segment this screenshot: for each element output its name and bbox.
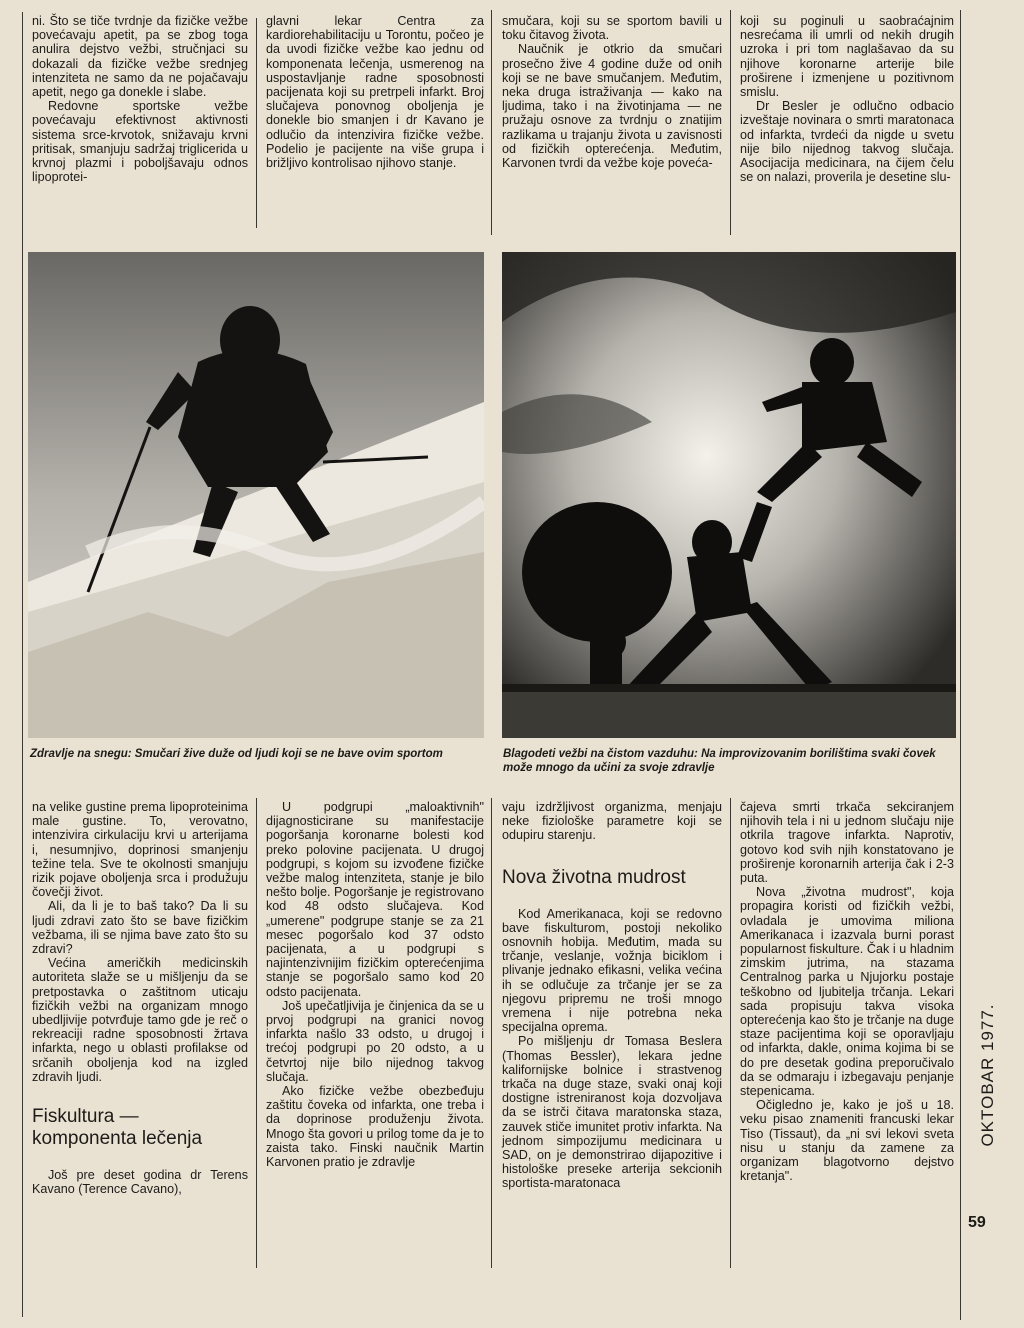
paragraph: Dr Besler je odlučno odbacio izveštaje novinara o smrti maratonaca od infarkta, tvrdeći da nigde u svetu nije bilo nijednog takvog slučaja. Asocijacija medicinara, na čijem čelu se on nalazi, proverila je desetine slu-	[740, 99, 954, 185]
paragraph: vaju izdržljivost organizma, menjaju neke fiziološke parametre koji se odupiru starenju.	[502, 800, 722, 843]
top-column-4	[740, 14, 954, 184]
column-rule	[730, 798, 731, 1268]
paragraph: Još pre deset godina dr Terens Kavano (Terence Cavano),	[32, 1168, 248, 1197]
paragraph: Po mišljenju dr Tomasa Beslera (Thomas Bessler), lekara jedne kalifornijske bolnice i strastvenog trkača na duge staze, svaki onaj koji dostigne istreniranost koja dozvoljava da se istrči čitava maratonska staza, zauvek stiče imunitet protiv infarkta. Na jednom simpozijumu medicinara u SAD, on je demonstrirao dijapozitive i histološke preseke arterija sekcionih sportista-maratonaca	[502, 1034, 722, 1191]
column-rule	[491, 798, 492, 1268]
top-column-2	[266, 14, 484, 170]
bottom-column-2	[266, 800, 484, 1169]
paragraph: glavni lekar Centra za kardiorehabilitaciju u Torontu, počeo je da uvodi fizičke vežbe kao jednu od komponenata lečenja, usmerenog na uspostavljanje radne sposobnosti pacijenata koji su pretrpeli infarkt. Broj slučajeva ponovnog oboljenja je donekle bio smanjen i dr Kavano je odlučio da intenzivira fizičke vežbe. Podelio je pacijente na više grupa i brižljivo kontrolisao njihovo stanje.	[266, 14, 484, 171]
paragraph: Još upečatljivija je činjenica da se u prvoj podgrupi na granici novog infarkta našlo 33 odsto, u drugoj i trećoj podgrupi po 20 odsto, a u četvrtoj nije bilo nijednog takvog slučaja.	[266, 998, 484, 1084]
top-column-1	[32, 14, 248, 184]
column-rule	[256, 798, 257, 1268]
paragraph: Kod Amerikanaca, koji se redovno bave fiskulturom, postoji nekoliko osnovnih hobija. Međutim, mada su trčanje, veslanje, vožnja biciklom i plivanje jednako efikasni, velika većina ih se odlučuje za trčanje jer se za njegovu pripremu ne troši mnogo vremena i nije potrebna neka specijalna oprema.	[502, 906, 722, 1035]
skier-photo-caption: Zdravlje na snegu: Smučari žive duže od ljudi koji se ne bave ovim sportom	[30, 748, 443, 760]
column-rule	[730, 10, 731, 235]
page-number: 59	[968, 1214, 986, 1231]
column-rule	[22, 12, 23, 1317]
skier-photo	[28, 252, 484, 738]
martial-arts-photo	[502, 252, 956, 738]
top-column-3	[502, 14, 722, 170]
paragraph: čajeva smrti trkača sekciranjem njihovih tela i ni u jednom slučaju nije otkrila tragove infarkta. Naprotiv, gotovo kod svih njih konstatovano je proširenje koronarnih arterija čak i 2-3 puta.	[740, 800, 954, 886]
paragraph: Nova „životna mudrost", koja propagira koristi od fizičkih vežbi, ovladala je umovima miliona Amerikanaca i izazvala burni porast popularnost fiskulture. Čak i u hladnim zimskim jutrima, na stazama Centralnog parka u Njujorku postaje teškobno od ljubitelja trčanja. Lekari sada propisuju takva visoka opterećenja kao što je trčanje na duge staze pacijentima koji se oporavljaju od infarkta, dakle, onima kojima bi se do pre desetak godina preporučivalo da se odmaraju i izbegavaju penjanje stepenicama.	[740, 885, 954, 1099]
paragraph: U podgrupi „maloaktivnih" dijagnosticirane su manifestacije pogoršanja koronarne bolesti kod preko polovine pacijenata. U drugoj podgrupi, s kojom su izvođene fizičke vežbe malog intenziteta, stanje je bilo nešto bolje. Pogoršanje je registrovano kod 48 odsto slučajeva. Kod „umerene" podgrupe stanje se za 21 mesec pogoršalo kod 37 odsto pacijenata, a u podgrupi s najintenzivnijim fizičkim opterećenjima stanje se pogoršalo samo kod 20 odsto pacijenata.	[266, 800, 484, 999]
paragraph: Većina američkih medicinskih autoriteta slaže se u mišljenju da se pretpostavka o zaštitnom uticaju fizičkih vežbi na organizam mnogo ubedljivije potvrđuje tamo gde je reč o rekreaciji radne sposobnosti žrtava infarkta, nego u oblasti profilakse od srčanih oboljenja kod na izgled zdravih ljudi.	[32, 956, 248, 1084]
issue-date-text: OKTOBAR 1977.	[978, 1003, 997, 1147]
paragraph: ni. Što se tiče tvrdnje da fizičke vežbe povećavaju apetit, pa se zbog toga anulira dejstvo vežbi, stručnjaci su dokazali da fizičke vežbe srednjeg intenziteta ne samo da ne pojačavaju apetit, nego ga donekle i slabe.	[32, 14, 248, 100]
issue-date-label	[966, 985, 1006, 1175]
paragraph: koji su poginuli u saobraćajnim nesrećama ili umrli od nekih drugih uzroka i pri tom naglašavao da su njihove koronarne arterije bile proširene i izmenjene u pozitivnom smislu.	[740, 14, 954, 100]
bottom-column-4	[740, 800, 954, 1183]
paragraph: na velike gustine prema lipoproteinima male gustine. To, verovatno, intenzivira cirkulaciju krvi u arterijama i, nesumnjivo, doprinosi smanjenju težine tela. Sve te okolnosti smanjuju rizik pojave oboljenja srca i produžuju čovečji život.	[32, 800, 248, 900]
paragraph: Ako fizičke vežbe obezbeđuju zaštitu čoveka od infarkta, one treba i da doprinose produženju života. Mnogo šta govori u prilog tome da je to zaista tako. Finski naučnik Martin Karvonen pratio je zdravlje	[266, 1084, 484, 1170]
paragraph: smučara, koji su se sportom bavili u toku čitavog života.	[502, 14, 722, 43]
column-rule	[491, 10, 492, 235]
bottom-column-3	[502, 800, 722, 1191]
paragraph: Ali, da li je to baš tako? Da li su ljudi zdravi zato što se bave fizičkim vežbama, ili se njima bave zato što su zdravi?	[32, 899, 248, 957]
paragraph: Očigledno je, kako je još u 18. veku pisao znameniti francuski lekar Tiso (Tissaut), da „ni svi lekovi sveta nisu u stanju da zamene za organizam blagotvorno dejstvo kretanja".	[740, 1098, 954, 1184]
section-heading: Nova životna mudrost	[502, 866, 686, 888]
paragraph: Naučnik je otkrio da smučari prosečno žive 4 godine duže od onih koji se ne bave smučanjem. Međutim, neka druga istraživanja — kako na ljudima, tako i na životinjama — ne pružaju osnove za tvrdnju o znatijim razlikama u trajanju života u zavisnosti od fizičkih opterećenja. Međutim, Karvonen tvrdi da vežbe koje poveća-	[502, 42, 722, 171]
section-heading: Fiskultura — komponenta lečenja	[32, 1106, 203, 1150]
paragraph: Redovne sportske vežbe povećavaju efektivnost aktivnosti sistema srce-krvotok, snižavaju krvni pritisak, smanjuju sadržaj triglicerida u krvnoj plazmi i poboljšavaju odnos lipoprotei-	[32, 99, 248, 185]
martial-arts-photo-caption: Blagodeti vežbi na čistom vazduhu: Na improvizovanim borilištima svaki čovek može mnogo da učini za svoje zdravlje	[503, 748, 936, 774]
bottom-column-1	[32, 800, 248, 1196]
column-rule	[960, 10, 961, 1320]
column-rule	[256, 18, 257, 228]
